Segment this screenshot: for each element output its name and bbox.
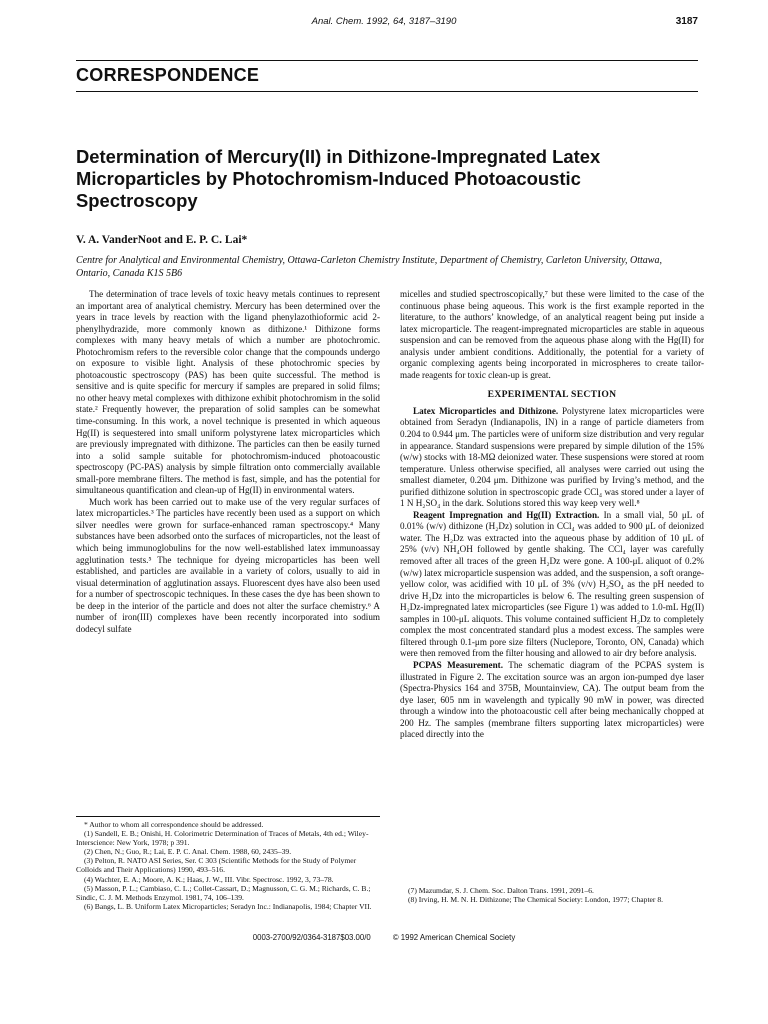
paragraph <box>400 406 704 510</box>
affiliation: Centre for Analytical and Environmental Chemistry, Ottawa-Carleton Chemistry Institute, Department of Chemistry, Carleton University, Ottawa, Ontario, Canada K1S 5B6 <box>76 255 662 279</box>
footnote: (3) Pelton, R. NATO ASI Series, Ser. C 303 (Scientific Methods for the Study of Polymer Colloids and Their Applications) 1990, 493–516. <box>76 856 357 875</box>
left-column <box>76 289 380 635</box>
footnote: * Author to whom all correspondence should be addressed. <box>84 820 264 829</box>
footnotes-left <box>76 816 380 911</box>
paragraph <box>400 510 704 660</box>
footnote: (7) Mazumdar, S. J. Chem. Soc. Dalton Trans. 1991, 2091–6. <box>408 886 594 895</box>
section-rule <box>76 91 698 92</box>
running-head <box>0 16 768 32</box>
paragraph-text: Polystyrene latex microparticles were obtained from Seradyn (Indianapolis, IN) in a range of particle diameters from 0.204 to 0.944 μm. The particles were of uniform size distribution and very regular in appearance. Standard suspensions were prepared by simple dilution of the 15% (w/w) stocks with 18-MΩ deionized water. These suspensions were stored at room temperature. Unless otherwise specified, all analyses were carried out using the smallest diameter, 0.204 μm. Dithizone was purified by Irving’s method, and the purified dithizone solution in spectroscopic grade CCl₄ was stored under a layer of 1 N H₂SO₄ in the dark. Solutions stored this way keep very well.⁸ <box>400 405 704 509</box>
copyright: © 1992 American Chemical Society <box>392 933 516 942</box>
journal-citation: Anal. Chem. 1992, 64, 3187–3190 <box>311 16 457 27</box>
paragraph: The determination of trace levels of toxic heavy metals continues to represent an important area of analytical chemistry. Mercury has been determined over the years in trace levels by reaction with the ligand phenylazothioformic acid 2-phenylhydrazide, more commonly known as dithizone.¹ Dithizone forms complexes with many heavy metals of which a number are photochromic. Photochromism refers to the reversible color change that the compounds undergo on exposure to visible light. Analysis of these photochromic species by photoacoustic spectroscopy (PAS) has been quite successful. The method is sensitive and is quite specific for mercury if samples are prepared in solid films; no other heavy metal complexes with dithizone exhibit photochromism in the solid state.² Frequently however, the preparation of solid samples can be somewhat time-consuming. In this work, a novel technique is presented in which aqueous Hg(II) is sequestered into small uniform polystyrene latex microparticles which are previously impregnated with dithizone. The particles can then be easily turned into a solid sample suitable for photochromism-induced photoacoustic spectroscopy (PC-PAS) analysis by simple filtration onto commercially available small-pore membrane filters. The method is fast, simple, and has the potential for simultaneous quantification and clean-up of Hg(II) in environmental waters. <box>76 289 380 496</box>
footnote: (5) Masson, P. L.; Cambiaso, C. L.; Collet-Cassart, D.; Magnusson, C. G. M.; Richards, C. B.; Sindic, C. J. M. Methods Enzymol. 1981, 74, 106–139. <box>76 883 371 902</box>
run-in-heading: Latex Microparticles and Dithizone. <box>413 405 559 416</box>
section-label <box>76 60 698 86</box>
footnote: (1) Sandell, E. B.; Onishi, H. Colorimetric Determination of Traces of Metals, 4th ed.; Wiley-Interscience: New York, 1978; p 391. <box>76 829 369 848</box>
paragraph: Much work has been carried out to make use of the very regular surfaces of latex microparticles.³ The particles have recently been used as a support on which silver needles were grown for surface-enhanced raman spectroscopy.⁴ Many substances have been adsorbed onto the surfaces of microparticles, not the least of which being immunoglobulins for the now well-established latex immunoassay agglutination tests.⁵ The technique for dyeing microparticles has been well established, and particles are available in a variety of colors, usually to aid in visual determination of agglutination assays. Fluorescent dyes have also been used for a number of spectroscopic techniques. In these cases the dye has been shown to be deep in the interior of the particle and does not alter the surface chemistry.⁶ A number of iron(III) complexes have been recently incorporated into sodium dodecyl sulfate <box>76 496 380 634</box>
page-number: 3187 <box>675 16 698 27</box>
page-footer <box>0 933 768 942</box>
footnotes-right <box>400 886 704 904</box>
paragraph: micelles and studied spectroscopically,⁷ but these were limited to the case of the continuous phase being aqueous. This work is the first example reported in the literature, to the authors’ knowledge, of an analytical reagent being put inside a latex microparticle. The reagent-impregnated microparticles are stable in aqueous suspension and can be removed from the aqueous phase along with the Hg(II) for analysis under ambient conditions. Additionally, the potential for a variety of organic complexing agents being incorporated in microspheres to create tailor-made reagents for toxic clean-up is great. <box>400 289 704 380</box>
paragraph <box>400 660 704 741</box>
authors: V. A. VanderNoot and E. P. C. Lai* <box>76 234 248 246</box>
section-label-text: CORRESPONDENCE <box>76 65 260 85</box>
article-code: 0003-2700/92/0364-3187$03.00/0 <box>252 933 371 942</box>
run-in-heading: PCPAS Measurement. <box>413 659 503 670</box>
run-in-heading: Reagent Impregnation and Hg(II) Extraction. <box>413 509 600 520</box>
footnote: (8) Irving, H. M. N. H. Dithizone; The Chemical Society: London, 1977; Chapter 8. <box>408 895 664 905</box>
footnote: (4) Wachter, E. A.; Moore, A. K.; Haas, J. W., III. Vibr. Spectrosc. 1992, 3, 73–78. <box>84 874 334 884</box>
right-column <box>400 289 704 741</box>
section-heading: EXPERIMENTAL SECTION <box>487 389 617 401</box>
paragraph-text: The schematic diagram of the PCPAS system is illustrated in Figure 2. The excitation source was an argon ion-pumped dye laser (Spectra-Physics 164 and 375B, Mountainview, CA). The output beam from the dye laser, 605 nm in wavelength and typically 90 mW in power, was directed through a window into the photoacoustic cell after being mechanically chopped at 200 Hz. The samples (membrane filters supporting latex microparticles) were placed directly into the <box>400 659 704 740</box>
article-title: Determination of Mercury(II) in Dithizone-Impregnated Latex Microparticles by Photochromism-Induced Photoacoustic Spectroscopy <box>76 146 601 211</box>
footnote: (6) Bangs, L. B. Uniform Latex Microparticles; Seradyn Inc.: Indianapolis, 1984; Chapter VII. <box>84 901 372 911</box>
footnote: (2) Chen, N.; Guo, R.; Lai, E. P. C. Anal. Chem. 1988, 60, 2435–39. <box>84 847 292 857</box>
paragraph-text: In a small vial, 50 μL of 0.01% (w/v) dithizone (H₂Dz) solution in CCl₄ was added to 900 μL of deionized water. The H₂Dz was extracted into the aqueous phase by addition of 10 μL of 25% (v/v) NH₄OH followed by gentle shaking. The CCl₄ layer was carefully removed after all traces of the green H₂Dz were gone. A 100-μL aliquot of 0.2% (w/w) latex microparticle suspension was added, and the suspension, a soft orange-yellow color, was acidified with 10 μL of 3% (v/v) H₂SO₄ as the pH needed to drive H₂Dz into the microparticles is below 6. The resulting green suspension of H₂Dz-impregnated latex microparticles (see Figure 1) was added to 1.0-mL Hg(II) samples in 100-μL aliquots. This volume contained sufficient H₂Dz to completely complex the most concentrated standard plus a modest excess. The samples were filtered through 0.1-μm pore size filters (Nuclepore, Toronto, ON, Canada) which were then removed from the filter housing and allowed to air dry before analysis. <box>400 509 704 659</box>
